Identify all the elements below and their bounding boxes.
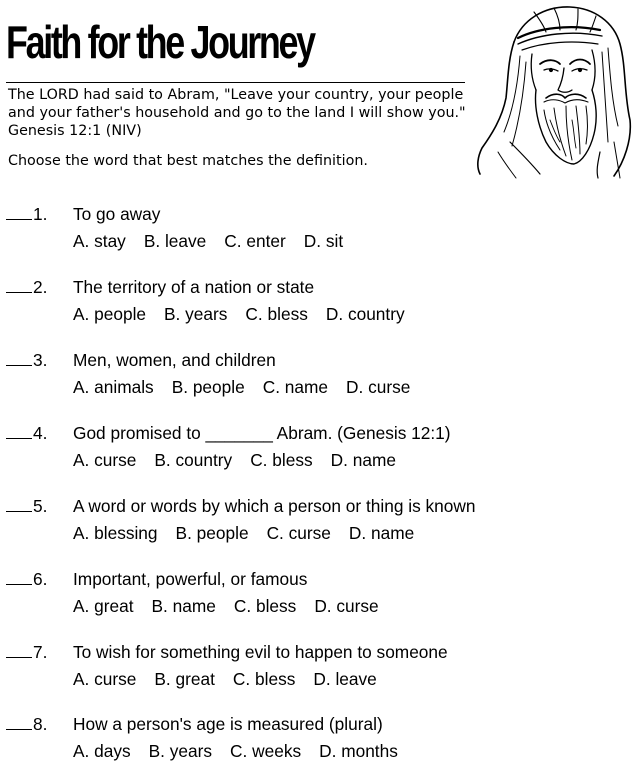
answer-options: [73, 449, 396, 471]
question-item: [0, 641, 638, 697]
answer-blank[interactable]: [6, 276, 32, 293]
answer-blank[interactable]: [6, 713, 32, 730]
option-b: B. name: [151, 596, 216, 616]
option-a: A. days: [73, 741, 131, 761]
abram-portrait-icon: [474, 2, 634, 180]
option-a: A. curse: [73, 450, 137, 470]
option-b: B. years: [148, 741, 213, 761]
option-a: A. great: [73, 596, 134, 616]
question-number: 6.: [33, 569, 48, 589]
question-item: [0, 276, 638, 332]
option-c: C. enter: [224, 231, 286, 251]
option-b: B. years: [164, 304, 228, 324]
instructions: Choose the word that best matches the definition.: [8, 153, 368, 169]
question-item: [0, 568, 638, 624]
answer-blank[interactable]: [6, 641, 32, 658]
question-item: [0, 495, 638, 551]
question-number: 1.: [33, 204, 48, 224]
question-prompt: A word or words by which a person or thing is known: [73, 496, 476, 516]
question-prompt: Men, women, and children: [73, 350, 276, 370]
option-d: D. curse: [314, 596, 379, 616]
option-c: C. bless: [245, 304, 308, 324]
option-c: C. bless: [250, 450, 313, 470]
option-b: B. people: [175, 523, 249, 543]
option-d: D. name: [348, 523, 415, 543]
option-a: A. blessing: [73, 523, 158, 543]
question-number: 5.: [33, 496, 48, 516]
question-prompt: Important, powerful, or famous: [73, 569, 308, 589]
option-a: A. people: [73, 304, 147, 324]
answer-blank[interactable]: [6, 422, 32, 439]
option-c: C. bless: [233, 596, 297, 616]
question-item: [0, 422, 638, 478]
option-d: D. sit: [303, 231, 344, 251]
answer-blank[interactable]: [6, 568, 32, 585]
option-d: D. curse: [346, 377, 411, 397]
answer-options: [73, 740, 398, 762]
answer-options: [73, 376, 410, 398]
answer-options: [73, 595, 379, 617]
question-number: 3.: [33, 350, 48, 370]
question-number: 4.: [33, 423, 48, 443]
question-item: [0, 349, 638, 405]
option-b: B. country: [154, 450, 233, 470]
option-c: C. weeks: [230, 741, 302, 761]
bible-verse: The LORD had said to Abram, "Leave your country, your people and your father's household and go to the land I will show you." Genesis 12:1 (NIV): [8, 87, 466, 139]
answer-options: [73, 668, 377, 690]
answer-blank[interactable]: [6, 495, 32, 512]
option-a: A. stay: [73, 231, 126, 251]
question-item: [0, 713, 638, 769]
answer-options: [73, 230, 343, 252]
option-c: C. bless: [232, 669, 296, 689]
option-b: B. people: [171, 377, 245, 397]
answer-options: [73, 522, 414, 544]
question-number: 7.: [33, 642, 48, 662]
option-b: B. leave: [143, 231, 207, 251]
page-title: Faith for the Journey: [6, 16, 314, 68]
question-number: 8.: [33, 714, 48, 734]
answer-blank[interactable]: [6, 203, 32, 220]
question-prompt: To wish for something evil to happen to someone: [73, 642, 448, 662]
question-number: 2.: [33, 277, 48, 297]
option-d: D. name: [330, 450, 396, 470]
question-item: [0, 203, 638, 259]
question-prompt: To go away: [73, 204, 161, 224]
option-a: A. animals: [73, 377, 154, 397]
answer-options: [73, 303, 405, 325]
option-d: D. country: [325, 304, 405, 324]
option-c: C. name: [262, 377, 329, 397]
question-prompt: God promised to _______ Abram. (Genesis 12:1): [73, 423, 451, 443]
option-c: C. curse: [266, 523, 331, 543]
option-d: D. leave: [313, 669, 377, 689]
option-b: B. great: [154, 669, 215, 689]
title-divider: [6, 82, 465, 83]
question-prompt: How a person's age is measured (plural): [73, 714, 383, 734]
option-d: D. months: [319, 741, 398, 761]
option-a: A. curse: [73, 669, 137, 689]
answer-blank[interactable]: [6, 349, 32, 366]
question-prompt: The territory of a nation or state: [73, 277, 315, 297]
